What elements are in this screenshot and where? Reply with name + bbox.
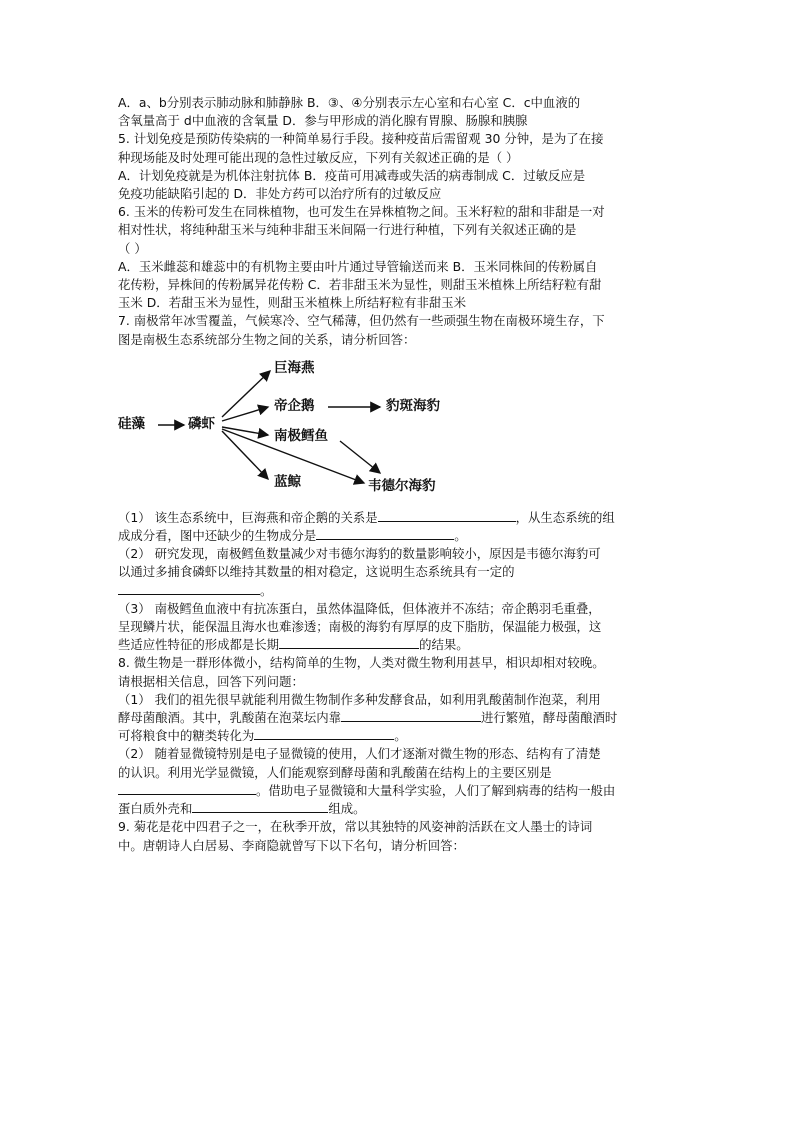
- q7-sub1-text-c: 成成分看，图中还缺少的生物成分是: [118, 528, 317, 544]
- q7-sub1-line-2: [118, 527, 678, 545]
- answer-blank[interactable]: [279, 636, 419, 649]
- q9-stem-line-1: 9. 菊花是花中四君子之一，在秋季开放，常以其独特的风姿神韵活跃在文人墨士的诗词: [118, 819, 593, 835]
- answer-blank[interactable]: [316, 527, 454, 540]
- node-cod: 南极鳕鱼: [274, 427, 328, 444]
- q8-stem-line-1: 8. 微生物是一群形体微小，结构简单的生物，人类对微生物利用甚早，相识却相对较晚。: [118, 655, 605, 671]
- q8-sub1-line-2: [118, 709, 678, 727]
- q4-options-line-1: A．a、b分别表示肺动脉和肺静脉 B．③、④分别表示左心室和右心室 C．c中血液的: [118, 95, 581, 110]
- q8-sub2-text-e: 组成。: [328, 801, 366, 817]
- q8-sub2-text-d: 蛋白质外壳和: [118, 801, 193, 817]
- node-emperor-penguin: 帝企鹅: [274, 397, 315, 414]
- q5-stem-line-1: 5. 计划免疫是预防传染病的一种简单易行手段。接种疫苗后需留观 30 分钟，是为了在接: [118, 131, 604, 147]
- q6-options-line-2: 花传粉，异株间的传粉属异花传粉 C．若非甜玉米为显性，则甜玉米植株上所结籽粒有甜: [118, 277, 602, 293]
- answer-blank[interactable]: [118, 582, 260, 595]
- node-krill: 磷虾: [188, 415, 215, 432]
- q5-stem-line-2: 种现场能及时处理可能出现的急性过敏反应，下列有关叙述正确的是（ ）: [118, 149, 519, 165]
- answer-blank[interactable]: [341, 709, 481, 722]
- q7-sub1-text-d: 。: [454, 528, 467, 544]
- q8-sub1-line-3: [118, 727, 678, 745]
- node-diatom: 硅藻: [118, 415, 145, 432]
- q7-sub1-text-a: （1） 该生态系统中，巨海燕和帝企鹅的关系是: [118, 509, 378, 525]
- q8-sub2-line-4: [118, 800, 678, 818]
- answer-blank[interactable]: [192, 800, 328, 813]
- q8-sub2-line-1: （2） 随着显微镜特别是电子显微镜的使用，人们才逐渐对微生物的形态、结构有了清楚: [118, 746, 601, 762]
- q6-stem-line-3: （ ）: [118, 240, 147, 256]
- q8-stem-line-2: 请根据相关信息，回答下列问题：: [118, 673, 304, 689]
- q7-sub3-line-3: [118, 636, 678, 654]
- q8-sub2-line-2: 的认识。利用光学显微镜，人们能观察到酵母菌和乳酸菌在结构上的主要区别是: [118, 764, 552, 780]
- q6-stem-line-2: 相对性状，将纯种甜玉米与纯种非甜玉米间隔一行进行种植，下列有关叙述正确的是: [118, 222, 577, 238]
- node-weddell-seal: 韦德尔海豹: [368, 477, 436, 494]
- arrow-krill-petrel: [222, 371, 270, 417]
- node-petrel: 巨海燕: [274, 359, 315, 376]
- q4-options-line-2: 含氧量高于 d中血液的含氧量 D．参与甲形成的消化腺有胃腺、肠腺和胰腺: [118, 113, 528, 129]
- q7-sub2-text-c: 。: [260, 582, 273, 598]
- q8-sub1-text-c: 进行繁殖，酵母菌酿酒时: [481, 710, 618, 726]
- q6-options-line-1: A．玉米雌蕊和雄蕊中的有机物主要由叶片通过导管输送而来 B．玉米同株间的传粉属自: [118, 258, 598, 274]
- q8-sub1-text-d: 可将粮食中的糖类转化为: [118, 728, 255, 744]
- q7-sub3-text-d: 的结果。: [419, 637, 469, 653]
- q7-sub2-line-1: （2） 研究发现，南极鳕鱼数量减少对韦德尔海豹的数量影响较小，原因是韦德尔海豹可: [118, 546, 601, 562]
- answer-blank[interactable]: [378, 509, 516, 522]
- document-page: [118, 94, 678, 855]
- q8-sub1-text-e: 。: [394, 728, 407, 744]
- q7-sub2-line-3: [118, 582, 678, 600]
- q7-stem-line-1: 7. 南极常年冰雪覆盖，气候寒冷、空气稀薄，但仍然有一些顽强生物在南极环境生存，下: [118, 313, 605, 329]
- food-web-diagram: [118, 355, 458, 495]
- q8-sub2-text-c: 。借助电子显微镜和大量科学实验，人们了解到病毒的结构一般由: [256, 782, 616, 798]
- q7-sub1-text-b: ，从生态系统的组: [515, 509, 615, 525]
- q6-stem-line-1: 6. 玉米的传粉可发生在同株植物，也可发生在异株植物之间。玉米籽粒的甜和非甜是一对: [118, 204, 605, 220]
- q8-sub2-line-3: [118, 782, 678, 800]
- answer-blank[interactable]: [118, 782, 256, 795]
- q8-sub1-line-1: （1） 我们的祖先很早就能利用微生物制作多种发酵食品，如利用乳酸菌制作泡菜，利用: [118, 691, 601, 707]
- q7-sub3-line-2: 呈现鳞片状，能保温且海水也难渗透；南极的海豹有厚厚的皮下脂肪，保温能力极强，这: [118, 619, 602, 635]
- q7-stem-line-2: 图是南极生态系统部分生物之间的关系，请分析回答：: [118, 331, 416, 347]
- node-leopard-seal: 豹斑海豹: [386, 397, 440, 414]
- q5-options-line-1: A．计划免疫就是为机体注射抗体 B．疫苗可用减毒或失活的病毒制成 C．过敏反应是: [118, 167, 586, 183]
- arrow-cod-weddell: [340, 441, 380, 473]
- q7-sub2-line-2: 以通过多捕食磷虾以维持其数量的相对稳定，这说明生态系统具有一定的: [118, 564, 515, 580]
- q8-sub1-text-b: 酵母菌酿酒。其中，乳酸菌在泡菜坛内靠: [118, 710, 342, 726]
- answer-blank[interactable]: [254, 727, 394, 740]
- q7-sub1-line-1: [118, 509, 678, 527]
- q5-options-line-2: 免疫功能缺陷引起的 D．非处方药可以治疗所有的过敏反应: [118, 186, 442, 202]
- node-blue-whale: 蓝鲸: [274, 473, 301, 490]
- q6-options-line-3: 玉米 D．若甜玉米为显性，则甜玉米植株上所结籽粒有非甜玉米: [118, 295, 467, 311]
- q9-stem-line-2: 中。唐朝诗人白居易、李商隐就曾写下以下名句，请分析回答：: [118, 837, 465, 853]
- q7-sub3-text-c: 些适应性特征的形成都是长期: [118, 637, 280, 653]
- arrow-krill-penguin: [222, 407, 268, 421]
- q7-sub3-line-1: （3） 南极鳕鱼血液中有抗冻蛋白，虽然体温降低，但体液并不冻结；帝企鹅羽毛重叠，: [118, 600, 601, 616]
